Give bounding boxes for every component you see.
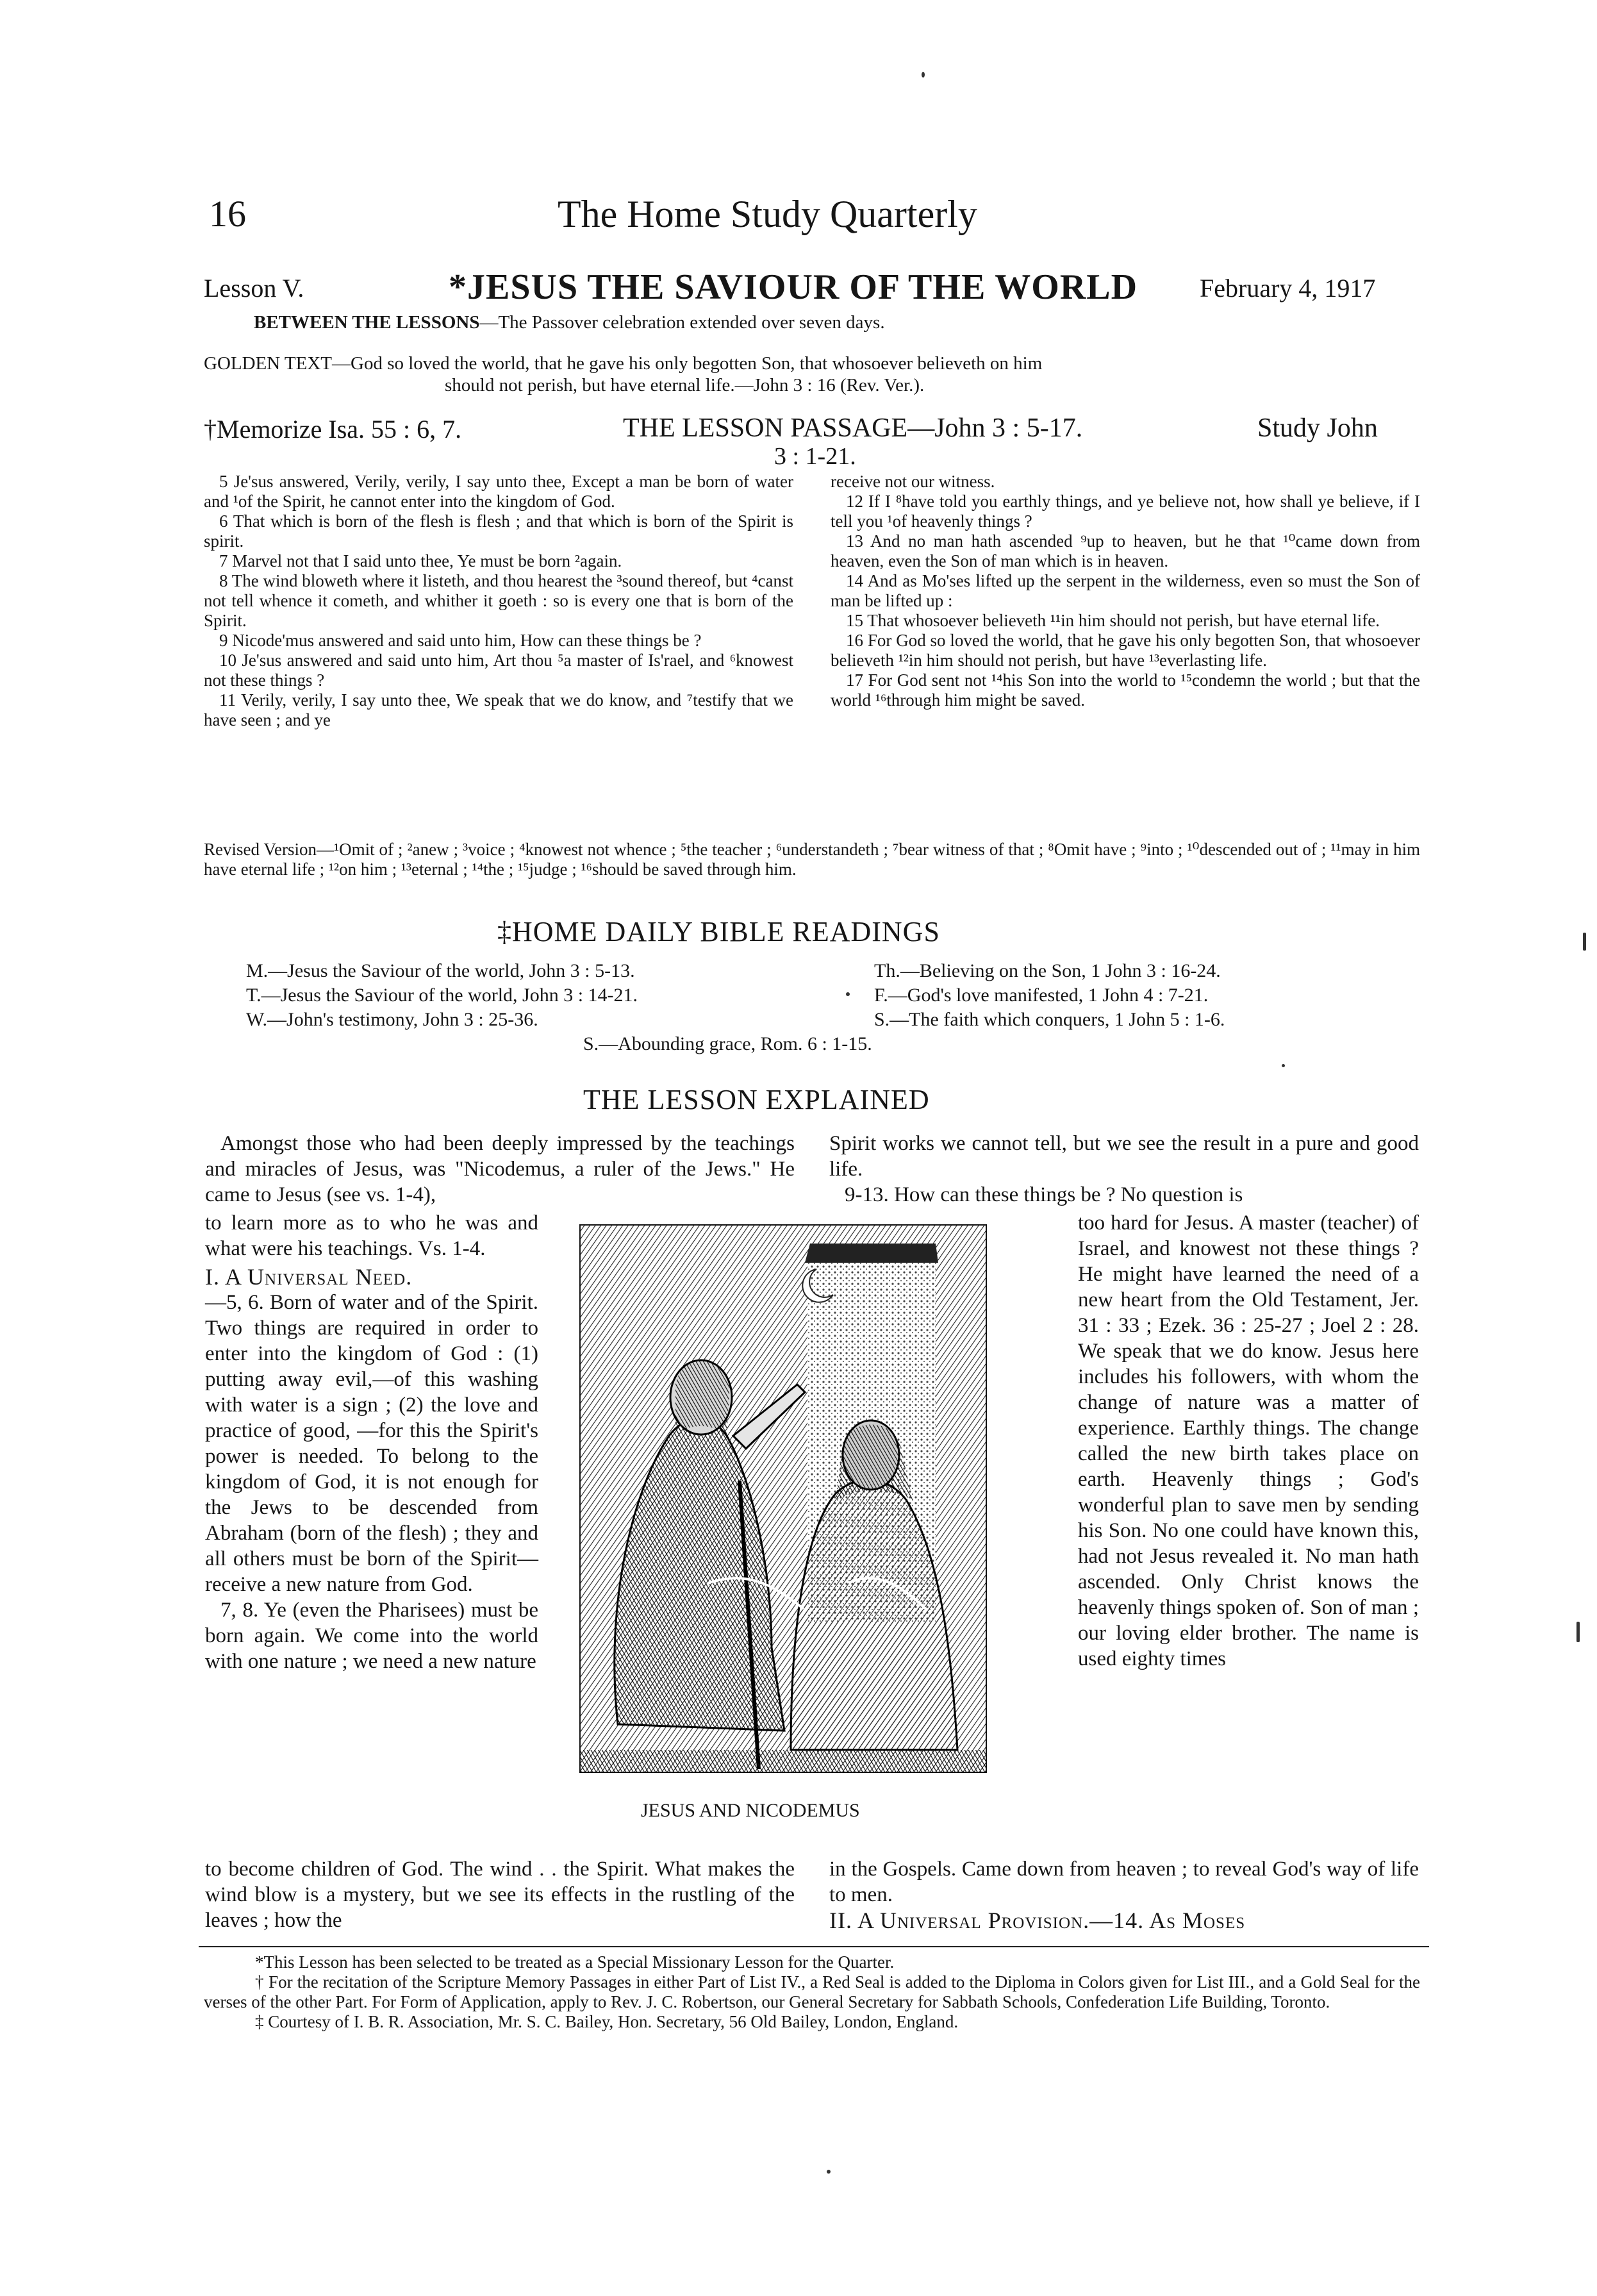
scan-speck	[1576, 1622, 1580, 1642]
verse-10: 10 Je'sus answered and said unto him, Art thou ⁵a master of Is'rael, and ⁶knowest not these things ?	[204, 651, 793, 690]
footnote-special-missionary: *This Lesson has been selected to be treated as a Special Missionary Lesson for the Quarter.	[255, 1952, 895, 1972]
reading-tuesday: T.—Jesus the Saviour of the world, John 3 : 14-21.	[246, 985, 638, 1006]
explained-verses-7-8: 7, 8. Ye (even the Pharisees) must be born again. We come into the world with one nature ; we need a new nature	[205, 1599, 538, 1673]
between-label: BETWEEN THE LESSONS	[254, 312, 480, 333]
section-universal-provision: II. A Universal Provision.—14. As Moses	[829, 1908, 1246, 1933]
floor	[579, 1750, 987, 1773]
footnotes	[204, 1952, 1420, 2032]
explained-left-top	[205, 1131, 795, 1208]
window-lintel	[805, 1244, 938, 1263]
memorize: †Memorize Isa. 55 : 6, 7.	[204, 415, 462, 444]
reading-friday: F.—God's love manifested, 1 John 4 : 7-21.	[874, 985, 1209, 1006]
revised-version-note: Revised Version—¹Omit of ; ²anew ; ³voice ; ⁴knowest not whence ; ⁵the teacher ; ⁶understandeth ; ⁷bear witness of that ; ⁸Omit have ; ⁹into ; ¹⁰descended out of ; ¹¹may in him have eternal life ; ¹²on him ; ¹³eternal ; ¹⁴the ; ¹⁵judge ; ¹⁶should be saved through him.	[204, 840, 1420, 879]
verse-5: 5 Je'sus answered, Verily, verily, I say unto thee, Except a man be born of water and ¹of the Spirit, he cannot enter into the kingdom of God.	[204, 472, 793, 511]
scan-speck	[1583, 933, 1586, 951]
between-the-lessons	[254, 313, 885, 333]
lesson-date: February 4, 1917	[1200, 274, 1376, 303]
explained-right-narrow: too hard for Jesus. A master (teacher) of Israel, and knowest not these things ? He might have learned the need of a new heart from the Old Testament, Jer. 31 : 33 ; Ezek. 36 : 25-27 ; Joel 2 : 28. We speak that we do know. Jesus here includes his followers, with whom the change of nature was a matter of experience. Earthly things. The change called the new birth takes place on earth. Heavenly things ; God's wonderful plan to save men by sending his Son. No one could have known this, had not Jesus revealed it. No man hath ascended. Only Christ knows the heavenly things spoken of. Son of man ; our loving elder brother. The name is used eighty times	[1078, 1211, 1419, 1670]
footnote-memory-passages: † For the recitation of the Scripture Memory Passages in either Part of List IV., a Red Seal is added to the Diploma in Colors given for List III., and a Gold Seal for the verses of the other Part. For Form of Application, apply to Rev. J. C. Robertson, our General Secretary for Sabbath Schools, Confederation Life Building, Toronto.	[204, 1972, 1420, 2011]
explained-left-bottom: to become children of God. The wind . . the Spirit. What makes the wind blow is a mystery, but we see its effects in the rustling of the leaves ; how the	[205, 1858, 795, 1932]
illustration-caption: JESUS AND NICODEMUS	[641, 1800, 860, 1821]
scan-speck	[846, 992, 850, 996]
explained-verses-5-6: —5, 6. Born of water and of the Spirit. Two things are required in order to enter into the kingdom of God : (1) putting away evil,—of this washing with water is a sign ; (2) the love and practice of good, —for this the Spirit's power is needed. To belong to the kingdom of God, it is not enough for the Jews to be descended from Abraham (born of the flesh) ; they and all others must be born of the Spirit— receive a new nature from God.	[205, 1291, 538, 1596]
verse-14: 14 And as Mo'ses lifted up the serpent in the wilderness, even so must the Son of man be lifted up :	[831, 571, 1420, 610]
passage-right-column	[831, 472, 1420, 710]
passage-heading: THE LESSON PASSAGE—John 3 : 5-17.	[623, 413, 1083, 443]
verse-9: 9 Nicode'mus answered and said unto him, How can these things be ?	[219, 631, 702, 650]
scan-speck	[922, 72, 925, 78]
reading-saturday: S.—The faith which conquers, 1 John 5 : 1-6.	[874, 1009, 1225, 1030]
jesus-hair	[675, 1361, 730, 1436]
reading-thursday: Th.—Believing on the Son, 1 John 3 : 16-24.	[874, 960, 1221, 981]
scan-speck	[1282, 1064, 1285, 1067]
explained-heading: THE LESSON EXPLAINED	[583, 1084, 930, 1115]
golden-text-line1: GOLDEN TEXT—God so loved the world, that he gave his only begotten Son, that whosoever believeth on him	[204, 353, 1043, 374]
explained-verses-9-13: 9-13. How can these things be ? No question is	[845, 1183, 1243, 1206]
verse-7: 7 Marvel not that I said unto thee, Ye must be born ²again.	[219, 551, 622, 570]
reading-wednesday: W.—John's testimony, John 3 : 25-36.	[246, 1009, 538, 1030]
verse-13: 13 And no man hath ascended ⁹up to heaven, but he that ¹⁰came down from heaven, even the Son of man which is in heaven.	[831, 531, 1420, 570]
verse-12: 12 If I ⁸have told you earthly things, and ye believe not, how shall ye believe, if I tell you ¹of heavenly things ?	[831, 492, 1420, 531]
engraving-svg	[579, 1224, 987, 1773]
footnote-divider	[199, 1946, 1429, 1947]
verse-17: 17 For God sent not ¹⁴his Son into the world to ¹⁵condemn the world ; but that the world ¹⁶through him might be saved.	[831, 670, 1420, 710]
verse-6: 6 That which is born of the flesh is flesh ; and that which is born of the Spirit is spirit.	[204, 512, 793, 551]
verse-15: 15 That whosoever believeth ¹¹in him should not perish, but have eternal life.	[846, 611, 1380, 630]
study-reference: 3 : 1-21.	[774, 443, 856, 470]
section-universal-need: I. A Universal Need.	[205, 1264, 413, 1290]
readings-heading: ‡HOME DAILY BIBLE READINGS	[497, 916, 940, 947]
readings-right	[874, 959, 1225, 1032]
explained-right-bottom	[829, 1856, 1419, 1933]
explained-spirit-works: Spirit works we cannot tell, but we see the result in a pure and good life.	[829, 1132, 1419, 1181]
verse-11: 11 Verily, verily, I say unto thee, We speak that we do know, and ⁷testify that we have seen ; and ye	[204, 690, 793, 729]
explained-left-narrow	[205, 1210, 538, 1674]
page-number: 16	[209, 193, 246, 235]
explained-came-down: in the Gospels. Came down from heaven ; to reveal God's way of life to men.	[829, 1858, 1419, 1906]
golden-text-line2: should not perish, but have eternal life.—John 3 : 16 (Rev. Ver.).	[445, 375, 925, 395]
lesson-number: Lesson V.	[204, 274, 304, 303]
footnote-courtesy: ‡ Courtesy of I. B. R. Association, Mr. S. C. Bailey, Hon. Secretary, 56 Old Bailey, London, England.	[255, 2012, 959, 2031]
reading-sabbath: S.—Abounding grace, Rom. 6 : 1-15.	[583, 1033, 872, 1054]
reading-monday: M.—Jesus the Saviour of the world, John 3 : 5-13.	[246, 960, 635, 981]
verse-8: 8 The wind bloweth where it listeth, and thou hearest the ³sound thereof, but ⁴canst not tell whence it cometh, and whither it goeth : so is every one that is born of the Spirit.	[204, 571, 793, 630]
verse-16: 16 For God so loved the world, that he gave his only begotten Son, that whosoever believeth ¹²in him should not perish, but have ¹³everlasting life.	[831, 631, 1420, 670]
lesson-title: *JESUS THE SAVIOUR OF THE WORLD	[449, 267, 1138, 307]
between-text: —The Passover celebration extended over seven days.	[479, 312, 885, 333]
study-label: Study John	[1257, 413, 1378, 443]
scan-speck	[827, 2170, 831, 2174]
running-title: The Home Study Quarterly	[558, 193, 977, 235]
explained-right-top	[829, 1131, 1419, 1208]
verse-11-cont: receive not our witness.	[831, 472, 995, 491]
explained-intro-continued: to learn more as to who he was and what were his teachings. Vs. 1-4.	[205, 1211, 538, 1260]
readings-left	[246, 959, 638, 1032]
explained-intro-paragraph: Amongst those who had been deeply impressed by the teachings and miracles of Jesus, was "Nicodemus, a ruler of the Jews." He came to Jesus (see vs. 1-4),	[205, 1132, 795, 1206]
passage-left-column	[204, 472, 793, 730]
jesus-and-nicodemus-illustration	[579, 1224, 987, 1773]
